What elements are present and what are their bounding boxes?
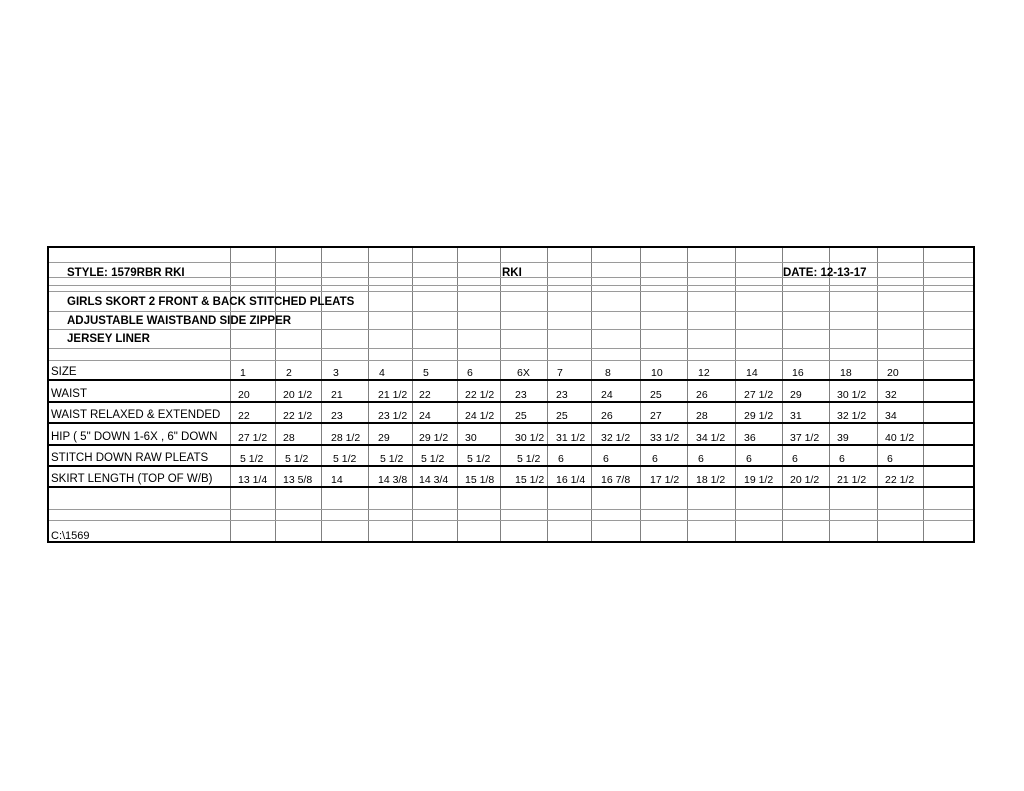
measurement-cell: 36 (744, 432, 756, 444)
grid-row-line (49, 311, 973, 312)
measurement-cell: 34 1/2 (696, 432, 726, 444)
measurement-cell: 20 1/2 (283, 389, 313, 401)
measurement-cell: 15 1/2 (515, 474, 545, 486)
measurement-cell: 20 1/2 (790, 474, 820, 486)
size-header-cell: 7 (557, 367, 563, 379)
measurement-cell: 39 (837, 432, 849, 444)
measurement-cell: 29 (378, 432, 390, 444)
size-header-cell: 6 (467, 367, 473, 379)
measurement-label: HIP ( 5" DOWN 1-6X , 6" DOWN (51, 431, 218, 443)
measurement-cell: 5 1/2 (240, 453, 264, 465)
measurement-cell: 32 (885, 389, 897, 401)
measurement-cell: 16 7/8 (601, 474, 631, 486)
measurement-cell: 23 1/2 (378, 410, 408, 422)
measurement-cell: 22 1/2 (885, 474, 915, 486)
size-header-cell: 18 (840, 367, 852, 379)
measurement-cell: 31 (790, 410, 802, 422)
measurement-cell: 14 3/8 (378, 474, 408, 486)
measurement-cell: 15 1/8 (465, 474, 495, 486)
measurement-cell: 25 (556, 410, 568, 422)
measurement-cell: 6 (839, 453, 845, 465)
measurement-cell: 6 (746, 453, 752, 465)
measurement-cell: 22 (419, 389, 431, 401)
measurement-cell: 32 1/2 (601, 432, 631, 444)
measurement-cell: 24 (419, 410, 431, 422)
grid-row-line (49, 360, 973, 361)
measurement-cell: 5 1/2 (380, 453, 404, 465)
measurement-cell: 6 (792, 453, 798, 465)
measurement-cell: 31 1/2 (556, 432, 586, 444)
description-line-1: GIRLS SKORT 2 FRONT & BACK STITCHED PLEATS (67, 296, 355, 308)
measurement-cell: 33 1/2 (650, 432, 680, 444)
measurement-cell: 29 (790, 389, 802, 401)
measurement-cell: 21 1/2 (378, 389, 408, 401)
table-row-divider (49, 444, 973, 446)
measurement-cell: 22 (238, 410, 250, 422)
measurement-cell: 26 (601, 410, 613, 422)
measurement-cell: 5 1/2 (285, 453, 309, 465)
measurement-label: WAIST RELAXED & EXTENDED (51, 409, 221, 421)
size-row-label: SIZE (51, 366, 77, 378)
measurement-cell: 14 3/4 (419, 474, 449, 486)
measurement-cell: 40 1/2 (885, 432, 915, 444)
grid-row-line (49, 520, 973, 521)
table-row-divider (49, 486, 973, 488)
description-line-3: JERSEY LINER (67, 333, 150, 345)
measurement-cell: 6 (603, 453, 609, 465)
measurement-cell: 6 (652, 453, 658, 465)
table-row-divider (49, 401, 973, 403)
size-header-cell: 14 (746, 367, 758, 379)
grid-row-line (49, 291, 973, 292)
measurement-cell: 29 1/2 (744, 410, 774, 422)
measurement-cell: 13 1/4 (238, 474, 268, 486)
size-header-cell: 20 (887, 367, 899, 379)
size-header-cell: 5 (423, 367, 429, 379)
measurement-cell: 6 (558, 453, 564, 465)
measurement-cell: 21 1/2 (837, 474, 867, 486)
style-number: STYLE: 1579RBR RKI (67, 267, 185, 279)
measurement-cell: 28 (696, 410, 708, 422)
measurement-cell: 23 (556, 389, 568, 401)
measurement-cell: 21 (331, 389, 343, 401)
table-row-divider (49, 422, 973, 424)
file-reference: C:\1569 (51, 530, 90, 542)
grid-row-line (49, 329, 973, 330)
sheet-date: DATE: 12-13-17 (783, 267, 867, 279)
measurement-cell: 30 1/2 (837, 389, 867, 401)
grid-row-line (49, 509, 973, 510)
measurement-cell: 24 (601, 389, 613, 401)
measurement-cell: 27 1/2 (238, 432, 268, 444)
measurement-cell: 20 (238, 389, 250, 401)
measurement-cell: 30 1/2 (515, 432, 545, 444)
measurement-cell: 27 (650, 410, 662, 422)
size-header-cell: 6X (517, 367, 530, 379)
measurement-cell: 5 1/2 (333, 453, 357, 465)
measurement-cell: 18 1/2 (696, 474, 726, 486)
grid-row-line (49, 262, 973, 263)
measurement-cell: 16 1/4 (556, 474, 586, 486)
measurement-cell: 30 (465, 432, 477, 444)
measurement-cell: 34 (885, 410, 897, 422)
description-line-2: ADJUSTABLE WAISTBAND SIDE ZIPPER (67, 315, 292, 327)
measurement-cell: 24 1/2 (465, 410, 495, 422)
measurement-cell: 5 1/2 (467, 453, 491, 465)
measurement-cell: 37 1/2 (790, 432, 820, 444)
spec-sheet (47, 246, 975, 543)
measurement-cell: 5 1/2 (421, 453, 445, 465)
measurement-cell: 32 1/2 (837, 410, 867, 422)
measurement-cell: 17 1/2 (650, 474, 680, 486)
size-header-cell: 12 (698, 367, 710, 379)
vendor-code: RKI (502, 267, 522, 279)
measurement-cell: 26 (696, 389, 708, 401)
measurement-cell: 14 (331, 474, 343, 486)
grid-row-line (49, 285, 973, 286)
measurement-cell: 6 (698, 453, 704, 465)
size-header-cell: 16 (792, 367, 804, 379)
size-header-cell: 4 (379, 367, 385, 379)
size-header-cell: 10 (651, 367, 663, 379)
table-row-divider (49, 465, 973, 467)
measurement-cell: 29 1/2 (419, 432, 449, 444)
measurement-cell: 6 (887, 453, 893, 465)
measurement-cell: 25 (515, 410, 527, 422)
measurement-cell: 27 1/2 (744, 389, 774, 401)
measurement-label: STITCH DOWN RAW PLEATS (51, 452, 209, 464)
size-header-cell: 3 (333, 367, 339, 379)
measurement-cell: 22 1/2 (283, 410, 313, 422)
measurement-label: WAIST (51, 388, 87, 400)
measurement-cell: 28 1/2 (331, 432, 361, 444)
measurement-cell: 23 (331, 410, 343, 422)
grid-row-line (49, 348, 973, 349)
measurement-cell: 22 1/2 (465, 389, 495, 401)
measurement-label: SKIRT LENGTH (TOP OF W/B) (51, 473, 213, 485)
size-header-cell: 8 (605, 367, 611, 379)
measurement-cell: 13 5/8 (283, 474, 313, 486)
size-header-cell: 1 (240, 367, 246, 379)
table-row-divider (49, 379, 973, 381)
measurement-cell: 25 (650, 389, 662, 401)
measurement-cell: 5 1/2 (517, 453, 541, 465)
measurement-cell: 28 (283, 432, 295, 444)
measurement-cell: 19 1/2 (744, 474, 774, 486)
measurement-cell: 23 (515, 389, 527, 401)
size-header-cell: 2 (286, 367, 292, 379)
